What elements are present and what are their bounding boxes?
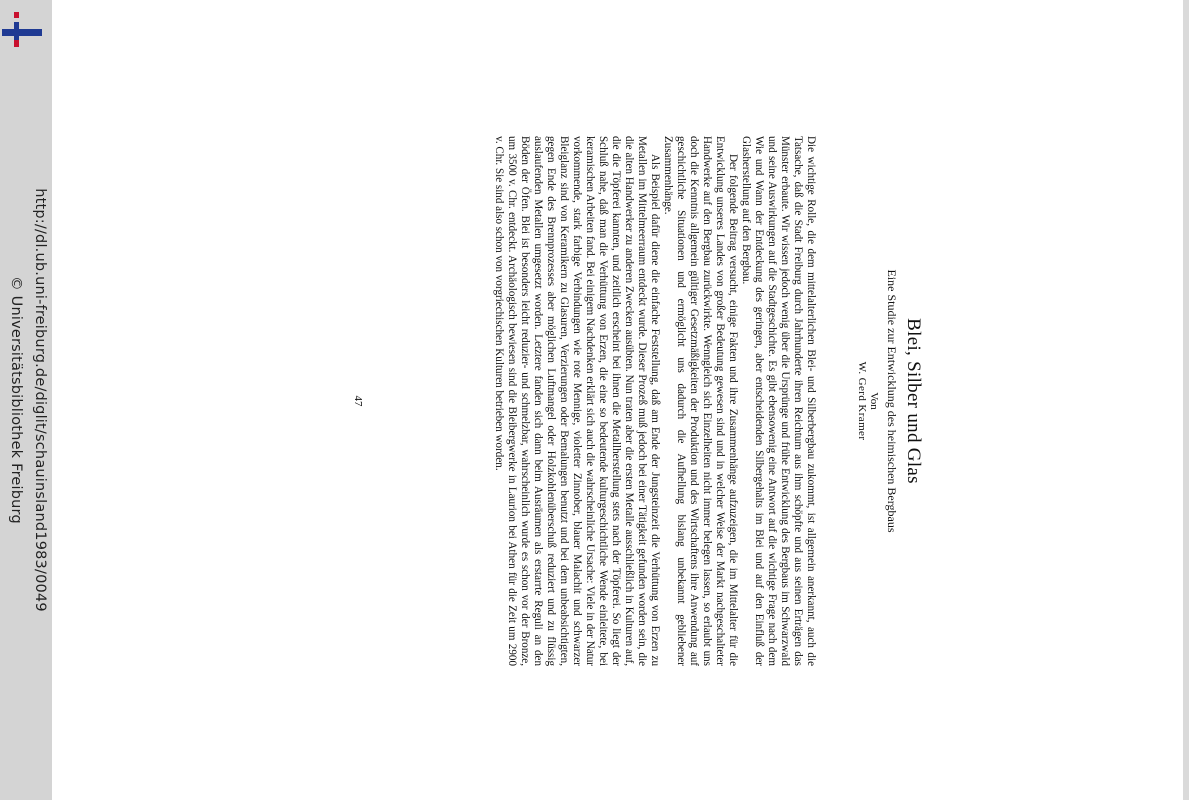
- article-header: [856, 136, 924, 666]
- copyright-notice: © Universitätsbibliothek Freiburg: [8, 276, 24, 524]
- page-number: 47: [352, 395, 364, 407]
- byline-von: Von: [868, 392, 880, 410]
- article-title: Blei, Silber und Glas: [903, 318, 924, 484]
- article-author: W. Gerd Kramer: [856, 361, 868, 441]
- scrollbar[interactable]: [1183, 0, 1189, 800]
- article-body: [492, 136, 817, 666]
- paragraph-1: Die wichtige Rolle, die dem mittelalterlichen Blei- und Silberbergbau zukommt, ist allgemein anerkannt, auch die Tatsache, daß die Stadt Freiburg durch Jahrhunderte ihren Reichtum aus ihm schöpfte und aus seinen Erträgen das Münster erbaute. Wir wissen jedoch wenig über die Ursprünge und frühe Entwicklung des Bergbaus im Schwarzwald und seine Auswirkungen auf die Stadtgeschichte. Es gibt ebensowenig eine Antwort auf die wichtige Frage nach dem Wie und Wann der Entdeckung des geringen, aber entscheidenden Silbergehalts im Blei und auf den Einfluß der Glasherstellung auf den Bergbau.: [740, 136, 817, 666]
- paragraph-2: Der folgende Beitrag versucht, einige Fakten und ihre Zusammenhänge aufzuzeigen, die im Mittelalter für die Entwicklung unseres Landes von großer Bedeutung gewesen sind und in welcher Weise der Markt nachgeschalteter Handwerke auf den Bergbau zurückwirkte. Wenngleich sich Einzelheiten nicht immer belegen lassen, so erlaubt uns doch die Kenntnis allgemein gültiger Gesetzmäßigkeiten der Produktion und des Wirtschaftens ihre Anwendung auf geschichtliche Situationen und ermöglicht uns dadurch die Aufhellung bislang unbekannt gebliebener Zusammenhänge.: [662, 136, 739, 666]
- viewer-sidebar: [0, 0, 52, 800]
- article-subtitle: Eine Studie zur Entwicklung des heimischen Bergbaus: [885, 269, 899, 533]
- sidebar-caption: [0, 0, 52, 800]
- paragraph-3: Als Beispiel dafür diene die einfache Feststellung, daß am Ende der Jungsteinzeit die Verhüttung von Erzen zu Metallen im Mittelmeerraum entdeckt wurde. Dieser Prozeß muß jedoch bei einer Tätigkeit gefunden worden sein, die die alten Handwerker zu anderen Zwecken ausübten. Nun traten aber die ersten Metalle ausschließlich in Kulturen auf, die die Töpferei kannten, und zeitlich erscheint bei ihnen die Metallherstellung stets nach der Töpferei. So liegt der Schluß nahe, daß man die Verhüttung von Erzen, die eine so bedeutende kulturgeschichtliche Wende einleitete, bei keramischen Arbeiten fand. Bei einigem Nachdenken erklärt sich auch die wahrscheinliche Ursache: Viele in der Natur vorkommende, stark farbige Verbindungen wie rote Mennige, violetter Zinnober, blauer Malachit und schwarzer Bleiglanz sind von Keramikern zu Glasuren, Verzierungen oder Bemalungen benutzt und bei dem unbeabsichtigten, gegen Ende des Brennprozesses aber möglichen Luftmangel oder Holzkohlenüberschuß reduziert und zu flüssig auslaufenden Metallen umgesetzt worden. Letztere fanden sich dann beim Ausräumen als erstarrte Reguli an den Böden der Öfen. Blei ist besonders leicht reduzier- und schmelzbar, wahrscheinlich wurde es schon vor der Bronze, um 3500 v. Chr. entdeckt. Archäologisch bewiesen sind die Bleibergwerke in Laurion bei Athen für die Zeit um 2900 v. Chr. Sie sind also schon von vorgriechischen Kulturen betrieben worden.: [493, 136, 661, 666]
- document-url[interactable]: http://dl.ub.uni-freiburg.de/diglit/schauinsland1983/0049: [32, 188, 48, 612]
- document-page: [244, 136, 924, 666]
